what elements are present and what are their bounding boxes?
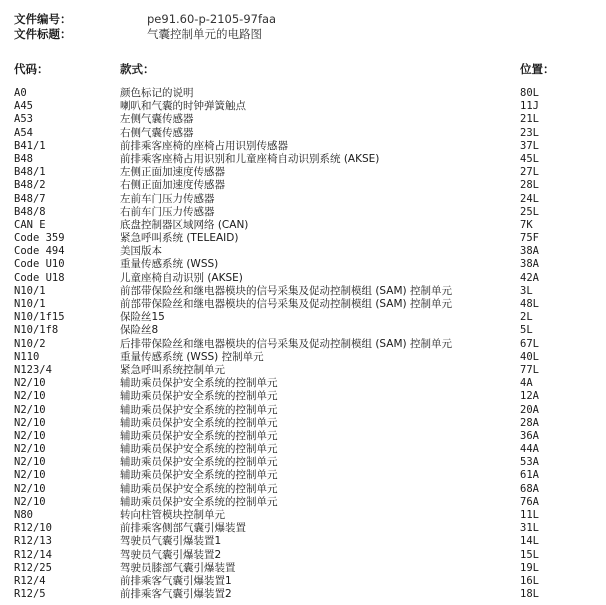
table-row (14, 588, 594, 601)
row-description: 辅助乘员保护安全系统的控制单元 (120, 495, 278, 508)
row-description: 重量传感系统 (WSS) 控制单元 (120, 350, 264, 363)
row-position: 14L (520, 535, 539, 548)
doc-number-value: pe91.60-p-2105-97faa (147, 12, 277, 26)
row-position: 19L (520, 561, 539, 574)
table-row (14, 562, 594, 575)
row-description: 前排乘客座椅占用识别和儿童座椅自动识别系统 (AKSE) (120, 152, 380, 165)
row-position: 16L (520, 574, 539, 587)
row-code: A53 (14, 113, 33, 126)
row-code: N123/4 (14, 363, 52, 376)
column-header-code: 代码： (14, 62, 49, 76)
row-code: A54 (14, 126, 33, 139)
row-description: 辅助乘员保护安全系统的控制单元 (120, 403, 278, 416)
row-code: N10/1 (14, 298, 46, 310)
row-position: 7K (520, 218, 533, 231)
row-position: 44A (520, 443, 539, 456)
table-header (14, 62, 594, 76)
row-code: CAN E (14, 218, 46, 231)
row-description: 辅助乘员保护安全系统的控制单元 (120, 416, 278, 429)
table-row (14, 469, 594, 482)
row-description: 重量传感系统 (WSS) (120, 258, 219, 271)
row-position: 12A (520, 390, 539, 403)
row-position: 4A (520, 377, 533, 390)
row-code: B48/2 (14, 179, 46, 192)
table-row (14, 258, 594, 271)
row-description: 保险丝8 (120, 324, 159, 337)
row-position: 77L (520, 363, 539, 376)
row-code: N2/10 (14, 429, 46, 442)
table-row (14, 535, 594, 548)
row-position: 40L (520, 350, 539, 363)
row-code: Code 359 (14, 232, 65, 245)
row-position: 28L (520, 179, 539, 192)
row-code: R12/10 (14, 522, 52, 535)
table-row (14, 324, 594, 337)
table-row (14, 377, 594, 390)
row-description: 前排乘客气囊引爆装置2 (120, 588, 232, 601)
row-position: 61A (520, 469, 539, 482)
table-row (14, 496, 594, 509)
row-code: B48/7 (14, 192, 46, 205)
row-description: 儿童座椅自动识别 (AKSE) (120, 271, 243, 284)
row-position: 76A (520, 495, 539, 508)
row-description: 转向柱管模块控制单元 (120, 509, 225, 521)
row-position: 27L (520, 166, 539, 179)
row-code: N10/2 (14, 337, 46, 350)
row-position: 25L (520, 205, 539, 218)
row-code: A45 (14, 100, 33, 113)
row-code: B48/1 (14, 166, 46, 179)
table-row (14, 206, 594, 219)
row-description: 右前车门压力传感器 (120, 205, 215, 218)
table-row (14, 219, 594, 232)
row-description: 后排带保险丝和继电器模块的信号采集及促动控制模组 (SAM) 控制单元 (120, 337, 452, 350)
row-code: N2/10 (14, 443, 46, 456)
row-position: 38A (520, 258, 539, 271)
table-row (14, 140, 594, 153)
row-description: 右侧正面加速度传感器 (120, 179, 225, 192)
row-position: 45L (520, 152, 539, 165)
table-row (14, 417, 594, 430)
doc-title-row (14, 27, 594, 41)
row-code: A0 (14, 87, 27, 99)
row-description: 右侧气囊传感器 (120, 126, 194, 139)
doc-number-row (14, 12, 594, 26)
row-code: N2/10 (14, 416, 46, 429)
doc-title-value: 气囊控制单元的电路图 (147, 27, 262, 41)
row-code: R12/5 (14, 588, 46, 601)
row-position: 31L (520, 522, 539, 535)
column-header-style: 款式： (120, 62, 155, 76)
row-description: 左侧正面加速度传感器 (120, 166, 225, 179)
table-row (14, 483, 594, 496)
table-row (14, 100, 594, 113)
row-code: R12/14 (14, 548, 52, 561)
row-code: B41/1 (14, 139, 46, 152)
row-description: 喇叭和气囊的时钟弹簧触点 (120, 100, 246, 113)
component-table (14, 87, 594, 601)
row-description: 保险丝15 (120, 311, 165, 324)
doc-number-label: 文件编号： (14, 12, 72, 26)
row-code: Code U18 (14, 271, 65, 284)
row-position: 11J (520, 100, 539, 113)
row-position: 67L (520, 337, 539, 350)
row-description: 驾驶员膝部气囊引爆装置 (120, 561, 236, 574)
row-code: N2/10 (14, 456, 46, 469)
row-position: 75F (520, 232, 539, 245)
row-position: 24L (520, 192, 539, 205)
row-description: 辅助乘员保护安全系统的控制单元 (120, 377, 278, 390)
row-code: N2/10 (14, 390, 46, 403)
row-code: N2/10 (14, 482, 46, 495)
row-position: 80L (520, 87, 539, 99)
row-position: 5L (520, 324, 533, 337)
table-row (14, 509, 594, 522)
row-description: 辅助乘员保护安全系统的控制单元 (120, 469, 278, 482)
row-code: N10/1f8 (14, 324, 59, 337)
table-row (14, 179, 594, 192)
row-description: 辅助乘员保护安全系统的控制单元 (120, 443, 278, 456)
row-position: 42A (520, 271, 539, 284)
row-description: 辅助乘员保护安全系统的控制单元 (120, 429, 278, 442)
row-description: 颜色标记的说明 (120, 87, 194, 99)
doc-title-label: 文件标题： (14, 27, 72, 41)
row-description: 前部带保险丝和继电器模块的信号采集及促动控制模组 (SAM) 控制单元 (120, 284, 452, 297)
row-description: 前排乘客座椅的座椅占用识别传感器 (120, 139, 288, 152)
table-row (14, 404, 594, 417)
row-position: 28A (520, 416, 539, 429)
row-code: N10/1f15 (14, 311, 65, 324)
row-position: 68A (520, 482, 539, 495)
table-row (14, 298, 594, 311)
table-row (14, 430, 594, 443)
row-position: 3L (520, 284, 533, 297)
table-row (14, 575, 594, 588)
row-code: N10/1 (14, 284, 46, 297)
row-code: N2/10 (14, 403, 46, 416)
table-row (14, 338, 594, 351)
row-position: 36A (520, 429, 539, 442)
row-code: N110 (14, 350, 40, 363)
row-code: R12/25 (14, 561, 52, 574)
row-description: 左侧气囊传感器 (120, 113, 194, 126)
table-row (14, 193, 594, 206)
table-row (14, 364, 594, 377)
row-description: 辅助乘员保护安全系统的控制单元 (120, 390, 278, 403)
table-row (14, 285, 594, 298)
row-description: 前排乘客气囊引爆装置1 (120, 574, 232, 587)
table-row (14, 311, 594, 324)
row-description: 紧急呼叫系统控制单元 (120, 363, 225, 376)
row-position: 53A (520, 456, 539, 469)
table-row (14, 272, 594, 285)
row-position: 38A (520, 245, 539, 258)
table-row (14, 245, 594, 258)
row-code: N2/10 (14, 469, 46, 482)
table-row (14, 522, 594, 535)
row-position: 21L (520, 113, 539, 126)
row-description: 驾驶员气囊引爆装置1 (120, 535, 222, 548)
row-description: 底盘控制器区域网络 (CAN) (120, 218, 249, 231)
row-description: 前排乘客侧部气囊引爆装置 (120, 522, 246, 535)
table-row (14, 153, 594, 166)
row-code: Code 494 (14, 245, 65, 258)
row-description: 美国版本 (120, 245, 162, 258)
table-row (14, 456, 594, 469)
row-description: 紧急呼叫系统 (TELEAID) (120, 232, 239, 245)
row-position: 23L (520, 126, 539, 139)
row-code: N80 (14, 509, 33, 521)
row-code: B48/8 (14, 205, 46, 218)
row-position: 15L (520, 548, 539, 561)
table-row (14, 351, 594, 364)
row-description: 左前车门压力传感器 (120, 192, 215, 205)
table-row (14, 549, 594, 562)
column-header-position: 位置： (520, 62, 555, 76)
table-row (14, 166, 594, 179)
row-code: R12/4 (14, 574, 46, 587)
table-row (14, 390, 594, 403)
row-description: 前部带保险丝和继电器模块的信号采集及促动控制模组 (SAM) 控制单元 (120, 298, 452, 310)
row-code: B48 (14, 152, 33, 165)
row-code: N2/10 (14, 377, 46, 390)
row-description: 驾驶员气囊引爆装置2 (120, 548, 222, 561)
table-row (14, 232, 594, 245)
row-code: N2/10 (14, 495, 46, 508)
row-code: R12/13 (14, 535, 52, 548)
row-description: 辅助乘员保护安全系统的控制单元 (120, 456, 278, 469)
row-position: 18L (520, 588, 539, 601)
table-row (14, 443, 594, 456)
row-description: 辅助乘员保护安全系统的控制单元 (120, 482, 278, 495)
row-position: 2L (520, 311, 533, 324)
row-position: 11L (520, 509, 539, 521)
table-row (14, 87, 594, 100)
row-position: 20A (520, 403, 539, 416)
row-code: Code U10 (14, 258, 65, 271)
table-row (14, 127, 594, 140)
table-row (14, 113, 594, 126)
row-position: 37L (520, 139, 539, 152)
row-position: 48L (520, 298, 539, 310)
